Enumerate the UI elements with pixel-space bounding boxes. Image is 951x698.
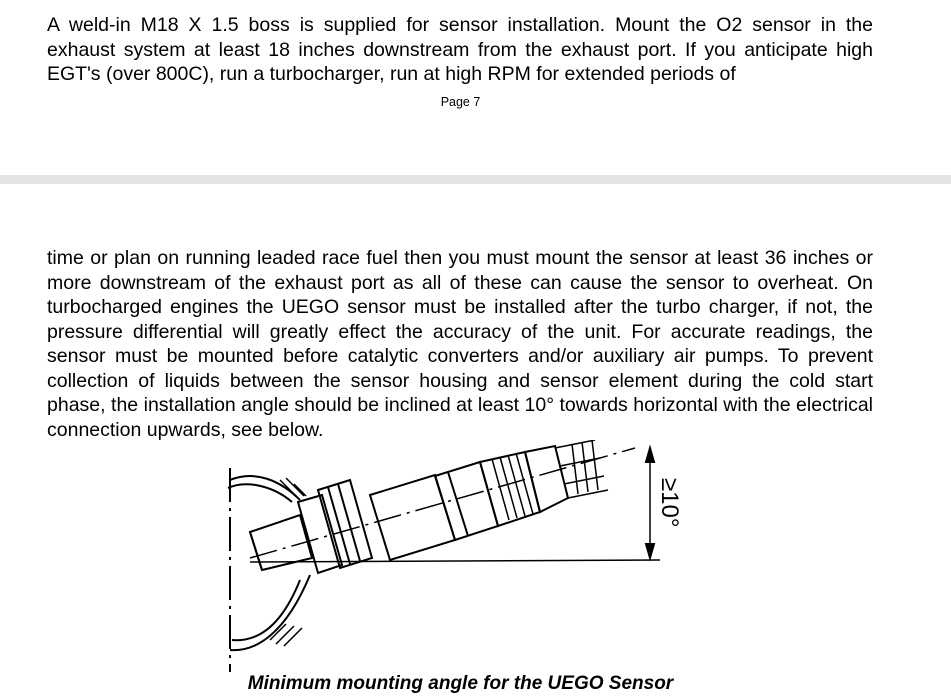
body-paragraph: A weld-in M18 X 1.5 boss is supplied for sensor installation. Mount the O2 sensor in the exhaust system at least 18 inches downstream from the exhaust port. If you anticipate high EGT's (over 800C), run a turbocharger, run at high RPM for extended periods of	[47, 14, 873, 85]
sensor-mounting-diagram	[210, 440, 710, 675]
page-7-bottom	[0, 0, 951, 175]
body-paragraph-continued: time or plan on running leaded race fuel then you must mount the sensor at least 36 inches or more downstream of the exhaust port as all of these can cause the sensor to overheat. On turbocharged engines the UEGO sensor must be installed after the turbo charger, if not, the pressure differential will greatly effect the accuracy of the unit. For accurate readings, the sensor must be mounted before catalytic converters and/or auxiliary air pumps. To prevent collection of liquids between the sensor housing and sensor element during the cold start phase, the installation angle should be inclined at least 10° towards horizontal with the electrical connection upwards, see below.	[47, 247, 873, 441]
angle-label: ≥10°	[656, 478, 683, 528]
hex-nut	[318, 480, 372, 568]
sensor-cable-boot	[525, 446, 568, 512]
page-separator	[0, 175, 951, 184]
figure-caption: Minimum mounting angle for the UEGO Sensor	[247, 673, 674, 694]
page-number: Page 7	[440, 95, 481, 109]
sensor-body	[370, 475, 455, 560]
horizontal-reference-line	[250, 560, 660, 562]
